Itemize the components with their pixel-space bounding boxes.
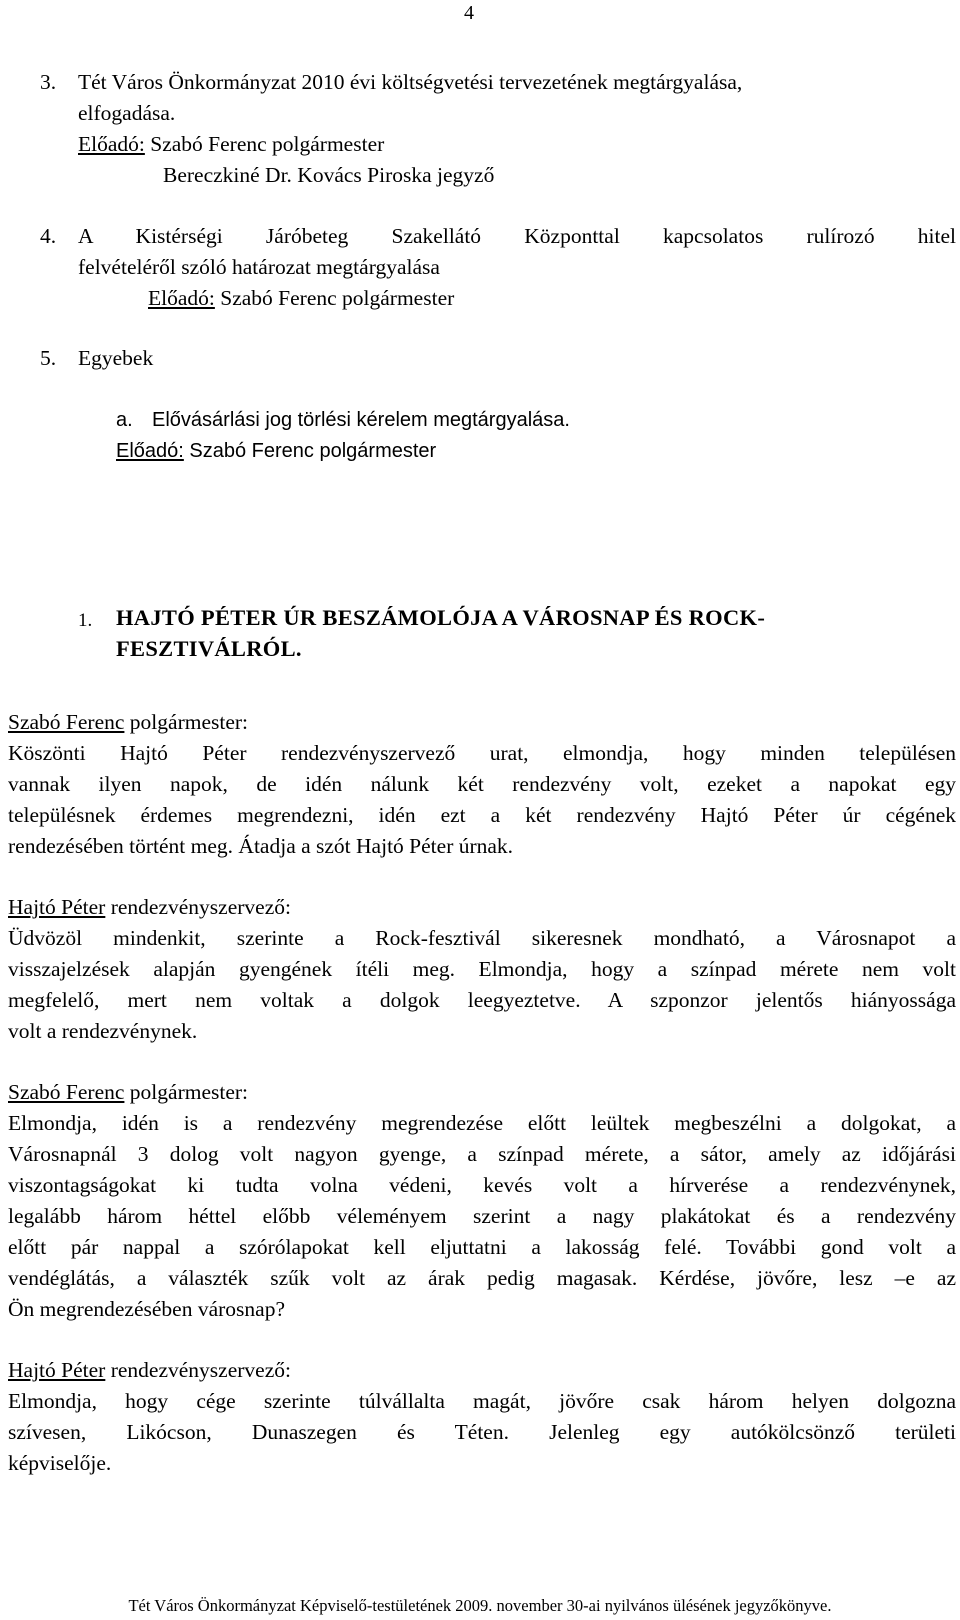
speech-text-line: szívesen, Likócson, Dunaszegen és Téten. Jelenleg egy autókölcsönző területi	[8, 1420, 956, 1444]
presenter-label: Előadó:	[116, 440, 184, 462]
speech-text-line: Városnapnál 3 dolog volt nagyon gyenge, a színpad mérete, a sátor, amely az időjárási	[8, 1142, 956, 1166]
speaker-role: rendezvényszervező:	[105, 1358, 291, 1382]
speech-text-line: Üdvözöl mindenkit, szerinte a Rock-fesztivál sikeresnek mondható, a Városnapot a	[8, 926, 956, 950]
page-number: 4	[464, 2, 474, 24]
agenda-item-number: 3.	[40, 70, 57, 94]
speaker-role: polgármester:	[124, 1080, 249, 1104]
speech-text-line: viszontagságokat ki tudta volna védeni, kevés volt a hírverése a rendezvénynek,	[8, 1173, 956, 1197]
speaker-line	[8, 712, 248, 734]
presenter-name: Szabó Ferenc polgármester	[214, 286, 455, 310]
agenda-item-text: felvételéről szóló határozat megtárgyalása	[78, 255, 440, 279]
agenda-item-number: 5.	[40, 346, 57, 370]
speech-text-line: Köszönti Hajtó Péter rendezvényszervező urat, elmondja, hogy minden településen	[8, 741, 956, 765]
speech-text-line: Elmondja, idén is a rendezvény megrendezése előtt leültek megbeszélni a dolgokat, a	[8, 1111, 956, 1135]
section-title: FESZTIVÁLRÓL.	[116, 636, 302, 661]
speaker-name: Hajtó Péter	[8, 1358, 106, 1382]
speaker-role: polgármester:	[124, 710, 249, 734]
presenter-line	[78, 134, 384, 156]
speech-text-line: előtt pár nappal a szórólapokat kell eljuttatni a lakosság felé. További gond volt a	[8, 1235, 956, 1259]
speaker-name: Hajtó Péter	[8, 895, 106, 919]
presenter-line	[116, 441, 436, 461]
speaker-line	[8, 897, 291, 919]
agenda-item-number: 4.	[40, 224, 57, 248]
speech-text-line: településnek érdemes megrendezni, idén ezt a két rendezvény Hajtó Péter úr cégének	[8, 803, 956, 827]
speech-text-line: legalább három héttel előbb véleményem szerint a nagy plakátokat és a rendezvény	[8, 1204, 956, 1228]
speech-text-line: Ön megrendezésében városnap?	[8, 1297, 285, 1321]
presenter-line	[148, 288, 454, 310]
sub-item-marker: a.	[116, 409, 133, 431]
speech-text-line: rendezésében történt meg. Átadja a szót Hajtó Péter úrnak.	[8, 834, 514, 858]
speaker-line	[8, 1082, 248, 1104]
section-number: 1.	[78, 610, 93, 631]
presenter-name: Szabó Ferenc polgármester	[183, 440, 437, 462]
speaker-name: Szabó Ferenc	[8, 1080, 125, 1104]
speech-text-line: visszajelzések alapján gyengének ítéli meg. Elmondja, hogy a színpad mérete nem volt	[8, 957, 956, 981]
speech-text-line: vannak ilyen napok, de idén nálunk két rendezvény volt, ezeket a napokat egy	[8, 772, 956, 796]
speech-text-line: vendéglátás, a választék szűk volt az árak pedig magasak. Kérdése, jövőre, lesz –e az	[8, 1266, 956, 1290]
speech-text-line: Elmondja, hogy cége szerinte túlvállalta magát, jövőre csak három helyen dolgozna	[8, 1389, 956, 1413]
agenda-item-text: A Kistérségi Járóbeteg Szakellátó Központtal kapcsolatos rulírozó hitel	[78, 224, 956, 248]
speaker-line	[8, 1360, 291, 1382]
sub-item-text: Elővásárlási jog törlési kérelem megtárgyalása.	[152, 409, 570, 431]
presenter-label: Előadó:	[78, 132, 145, 156]
agenda-item-text: elfogadása.	[78, 101, 176, 125]
presenter-name: Szabó Ferenc polgármester	[144, 132, 385, 156]
agenda-item-text: Tét Város Önkormányzat 2010 évi költségvetési tervezetének megtárgyalása,	[78, 70, 743, 94]
speech-text-line: volt a rendezvénynek.	[8, 1019, 198, 1043]
speech-text-line: képviselője.	[8, 1451, 112, 1475]
speaker-role: rendezvényszervező:	[105, 895, 291, 919]
page-footer: Tét Város Önkormányzat Képviselő-testületének 2009. november 30-ai nyilvános ülésének jegyzőkönyve.	[128, 1596, 832, 1615]
section-title: HAJTÓ PÉTER ÚR BESZÁMOLÓJA A VÁROSNAP ÉS ROCK-	[116, 605, 766, 630]
presenter-label: Előadó:	[148, 286, 215, 310]
presenter-name: Bereczkiné Dr. Kovács Piroska jegyző	[163, 163, 495, 187]
speech-text-line: megfelelő, mert nem voltak a dolgok leegyeztetve. A szponzor jelentős hiányossága	[8, 988, 956, 1012]
speaker-name: Szabó Ferenc	[8, 710, 125, 734]
agenda-item-text: Egyebek	[78, 346, 154, 370]
